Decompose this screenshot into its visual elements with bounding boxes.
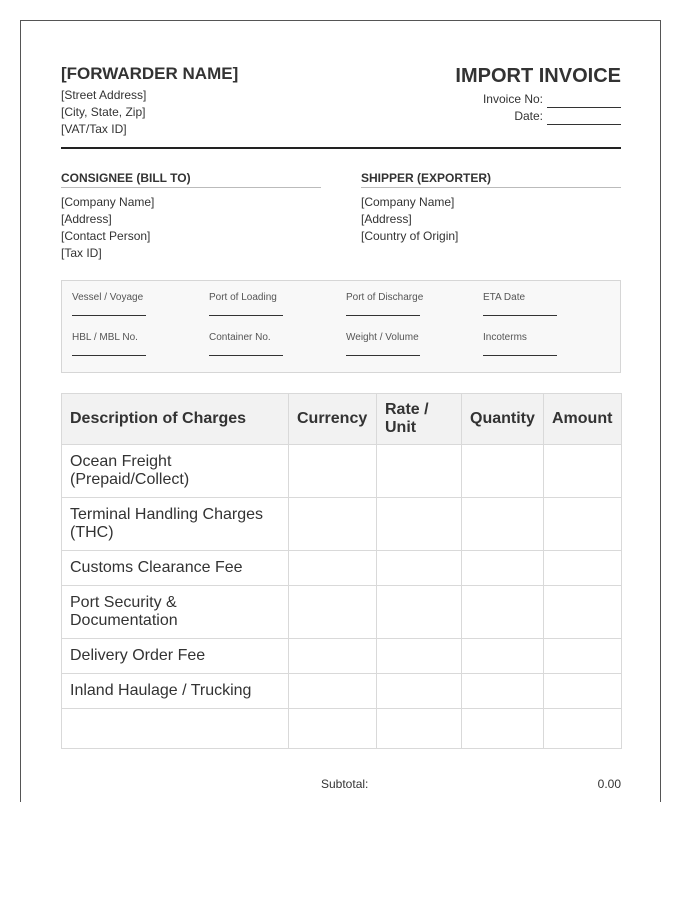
hbl-mbl-field[interactable] [72, 332, 172, 356]
amount-cell[interactable] [544, 586, 622, 639]
table-row [62, 445, 622, 498]
table-row [62, 639, 622, 674]
currency-cell[interactable] [289, 551, 377, 586]
quantity-cell[interactable] [462, 709, 544, 749]
vessel-voyage-field[interactable] [72, 292, 172, 316]
amount-cell[interactable] [544, 639, 622, 674]
currency-cell[interactable] [289, 639, 377, 674]
header-rate-unit: Rate / Unit [377, 394, 462, 445]
table-row [62, 709, 622, 749]
quantity-cell[interactable] [462, 445, 544, 498]
rate-cell[interactable] [377, 551, 462, 586]
rate-cell[interactable] [377, 674, 462, 709]
consignee-address: [Address] [61, 212, 112, 226]
forwarder-address-block [61, 87, 146, 138]
incoterms-label: Incoterms [483, 332, 527, 343]
container-no-field[interactable] [209, 332, 309, 356]
charges-table [61, 393, 622, 749]
charge-description: Inland Haulage / Trucking [62, 674, 289, 709]
currency-cell[interactable] [289, 586, 377, 639]
shipper-address: [Address] [361, 212, 412, 226]
charge-description: Port Security & Documentation [62, 586, 289, 639]
charge-description: Terminal Handling Charges (THC) [62, 498, 289, 551]
header-quantity: Quantity [462, 394, 544, 445]
consignee-company: [Company Name] [61, 195, 155, 209]
port-of-discharge-label: Port of Discharge [346, 292, 424, 303]
quantity-cell[interactable] [462, 586, 544, 639]
invoice-date-row [483, 108, 621, 125]
currency-cell[interactable] [289, 709, 377, 749]
invoice-number-row [483, 91, 621, 108]
amount-cell[interactable] [544, 445, 622, 498]
quantity-cell[interactable] [462, 674, 544, 709]
rate-cell[interactable] [377, 498, 462, 551]
charge-description: Ocean Freight (Prepaid/Collect) [62, 445, 289, 498]
vessel-voyage-line [72, 315, 146, 316]
subtotal-value: 0.00 [597, 777, 621, 791]
incoterms-field[interactable] [483, 332, 583, 356]
shipper-country: [Country of Origin] [361, 229, 459, 243]
consignee-contact: [Contact Person] [61, 229, 151, 243]
invoice-title: IMPORT INVOICE [455, 65, 621, 87]
vessel-voyage-label: Vessel / Voyage [72, 292, 144, 303]
amount-cell[interactable] [544, 674, 622, 709]
subtotal-label: Subtotal: [321, 777, 369, 791]
header-divider [61, 147, 621, 149]
shipping-details-box [61, 280, 621, 373]
consignee-block [61, 171, 321, 262]
amount-cell[interactable] [544, 709, 622, 749]
forwarder-name: [FORWARDER NAME] [61, 64, 239, 83]
quantity-cell[interactable] [462, 551, 544, 586]
table-row [62, 586, 622, 639]
invoice-meta [483, 91, 621, 125]
port-of-discharge-field[interactable] [346, 292, 446, 316]
eta-date-label: ETA Date [483, 292, 526, 303]
table-row [62, 551, 622, 586]
port-of-discharge-line [346, 315, 420, 316]
forwarder-street: [Street Address] [61, 88, 147, 102]
quantity-cell[interactable] [462, 639, 544, 674]
table-row [62, 674, 622, 709]
consignee-tax-id: [Tax ID] [61, 246, 102, 260]
container-no-line [209, 355, 283, 356]
charge-description: Delivery Order Fee [62, 639, 289, 674]
shipper-block [361, 171, 621, 245]
rate-cell[interactable] [377, 709, 462, 749]
forwarder-tax-id: [VAT/Tax ID] [61, 122, 127, 136]
port-of-loading-line [209, 315, 283, 316]
header-currency: Currency [289, 394, 377, 445]
header-description: Description of Charges [62, 394, 289, 445]
invoice-page [20, 20, 661, 802]
charge-description: Customs Clearance Fee [62, 551, 289, 586]
consignee-title: CONSIGNEE (BILL TO) [61, 171, 321, 188]
weight-volume-line [346, 355, 420, 356]
invoice-number-label: Invoice No: [482, 92, 543, 106]
amount-cell[interactable] [544, 551, 622, 586]
amount-cell[interactable] [544, 498, 622, 551]
invoice-date-label: Date: [514, 109, 543, 123]
table-row [62, 498, 622, 551]
incoterms-line [483, 355, 557, 356]
charge-description[interactable] [62, 709, 289, 749]
table-header-row [62, 394, 622, 445]
currency-cell[interactable] [289, 445, 377, 498]
currency-cell[interactable] [289, 498, 377, 551]
container-no-label: Container No. [209, 332, 271, 343]
shipper-company: [Company Name] [361, 195, 455, 209]
eta-date-line [483, 315, 557, 316]
quantity-cell[interactable] [462, 498, 544, 551]
weight-volume-field[interactable] [346, 332, 446, 356]
rate-cell[interactable] [377, 586, 462, 639]
port-of-loading-label: Port of Loading [209, 292, 277, 303]
rate-cell[interactable] [377, 445, 462, 498]
header-amount: Amount [544, 394, 622, 445]
rate-cell[interactable] [377, 639, 462, 674]
currency-cell[interactable] [289, 674, 377, 709]
invoice-number-field[interactable] [547, 95, 621, 108]
eta-date-field[interactable] [483, 292, 583, 316]
hbl-mbl-line [72, 355, 146, 356]
shipper-title: SHIPPER (EXPORTER) [361, 171, 621, 188]
weight-volume-label: Weight / Volume [346, 332, 419, 343]
hbl-mbl-label: HBL / MBL No. [72, 332, 138, 343]
invoice-date-field[interactable] [547, 112, 621, 125]
forwarder-city: [City, State, Zip] [61, 105, 146, 119]
port-of-loading-field[interactable] [209, 292, 309, 316]
